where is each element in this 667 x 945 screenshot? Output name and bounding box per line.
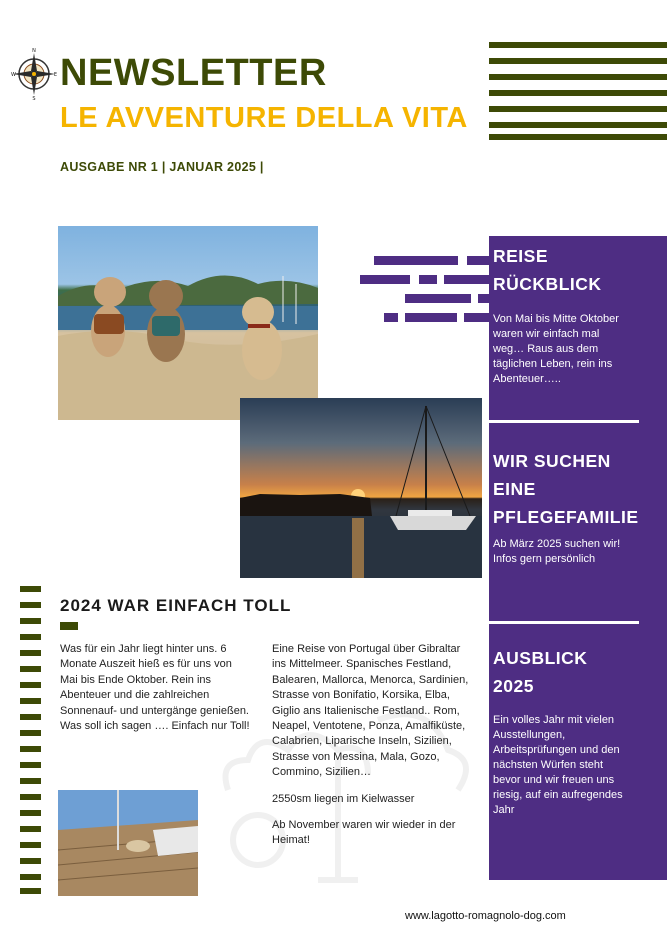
sidebar-text-pflegefamilie: Ab März 2025 suchen wir! Infos gern persönlich [493, 538, 621, 565]
article-column-2 [272, 642, 472, 849]
sidebar-text-ausblick: Ein volles Jahr mit vielen Ausstellungen, Arbeitsprüfungen und den nächsten Würfen steht bevor und wir freuen uns riesig, auf ein aufregendes Jahr [493, 714, 623, 816]
sidebar-heading-ausblick: AUSBLICK 2025 [493, 648, 588, 696]
logo-letter-w: W [11, 72, 16, 78]
article-column-1: Was für ein Jahr liegt hinter uns. 6 Monate Auszeit hieß es für uns von Mai bis Ende Oktober. Rein ins Abenteuer und die zahlreichen Sonnenauf- und untergänge genießen. Was soll ich sagen …. Einfach nur Toll! [60, 643, 250, 733]
sunset-sailboat-photo [240, 398, 482, 578]
article-paragraph-route: Eine Reise von Portugal über Gibraltar ins Mittelmeer. Spanisches Festland, Balearen, Mallorca, Menorca, Sardinien, Strasse von Bonifatio, Korsika, Elba, Giglio ans Italienische Festland.. Rom, Neapel, Ventotene, Ponza, Amalfiküste, Calabrien, Liparische Inseln, Sizilien, Strasse von Messina, Mala, Gozo, Commino, Sizilien… [272, 643, 469, 779]
sidebar-divider [489, 621, 639, 624]
logo-letter-s: S [32, 96, 36, 101]
sailboat-deck-photo [58, 790, 198, 896]
dogs-beach-photo [58, 226, 318, 420]
sidebar-text-rueckblick: Von Mai bis Mitte Oktober waren wir einfach mal weg… Raus aus dem täglichen Leben, rein ins Abenteuer….. [493, 313, 619, 385]
logo-letter-n: N [32, 48, 36, 54]
article-paragraph-miles: 2550sm liegen im Kielwasser [272, 792, 415, 805]
article-title-bar [60, 622, 78, 630]
footer-url[interactable]: www.lagotto-romagnolo-dog.com [405, 910, 566, 922]
sidebar-heading-rueckblick: REISE RÜCKBLICK [493, 246, 602, 294]
article-paragraph-home: Ab November waren wir wieder in der Heimat! [272, 819, 456, 847]
article-title: 2024 WAR EINFACH TOLL [60, 596, 292, 615]
logo-letter-e: E [53, 72, 57, 78]
issue-line: AUSGABE NR 1 | JANUAR 2025 | [60, 160, 264, 174]
sidebar-divider [489, 420, 639, 423]
newsletter-title: NEWSLETTER [60, 52, 327, 94]
sidebar-heading-pflegefamilie: WIR SUCHEN EINE PFLEGEFAMILIE [493, 451, 639, 527]
newsletter-subtitle: LE AVVENTURE DELLA VITA [60, 102, 468, 134]
compass-rose-icon [10, 47, 58, 101]
